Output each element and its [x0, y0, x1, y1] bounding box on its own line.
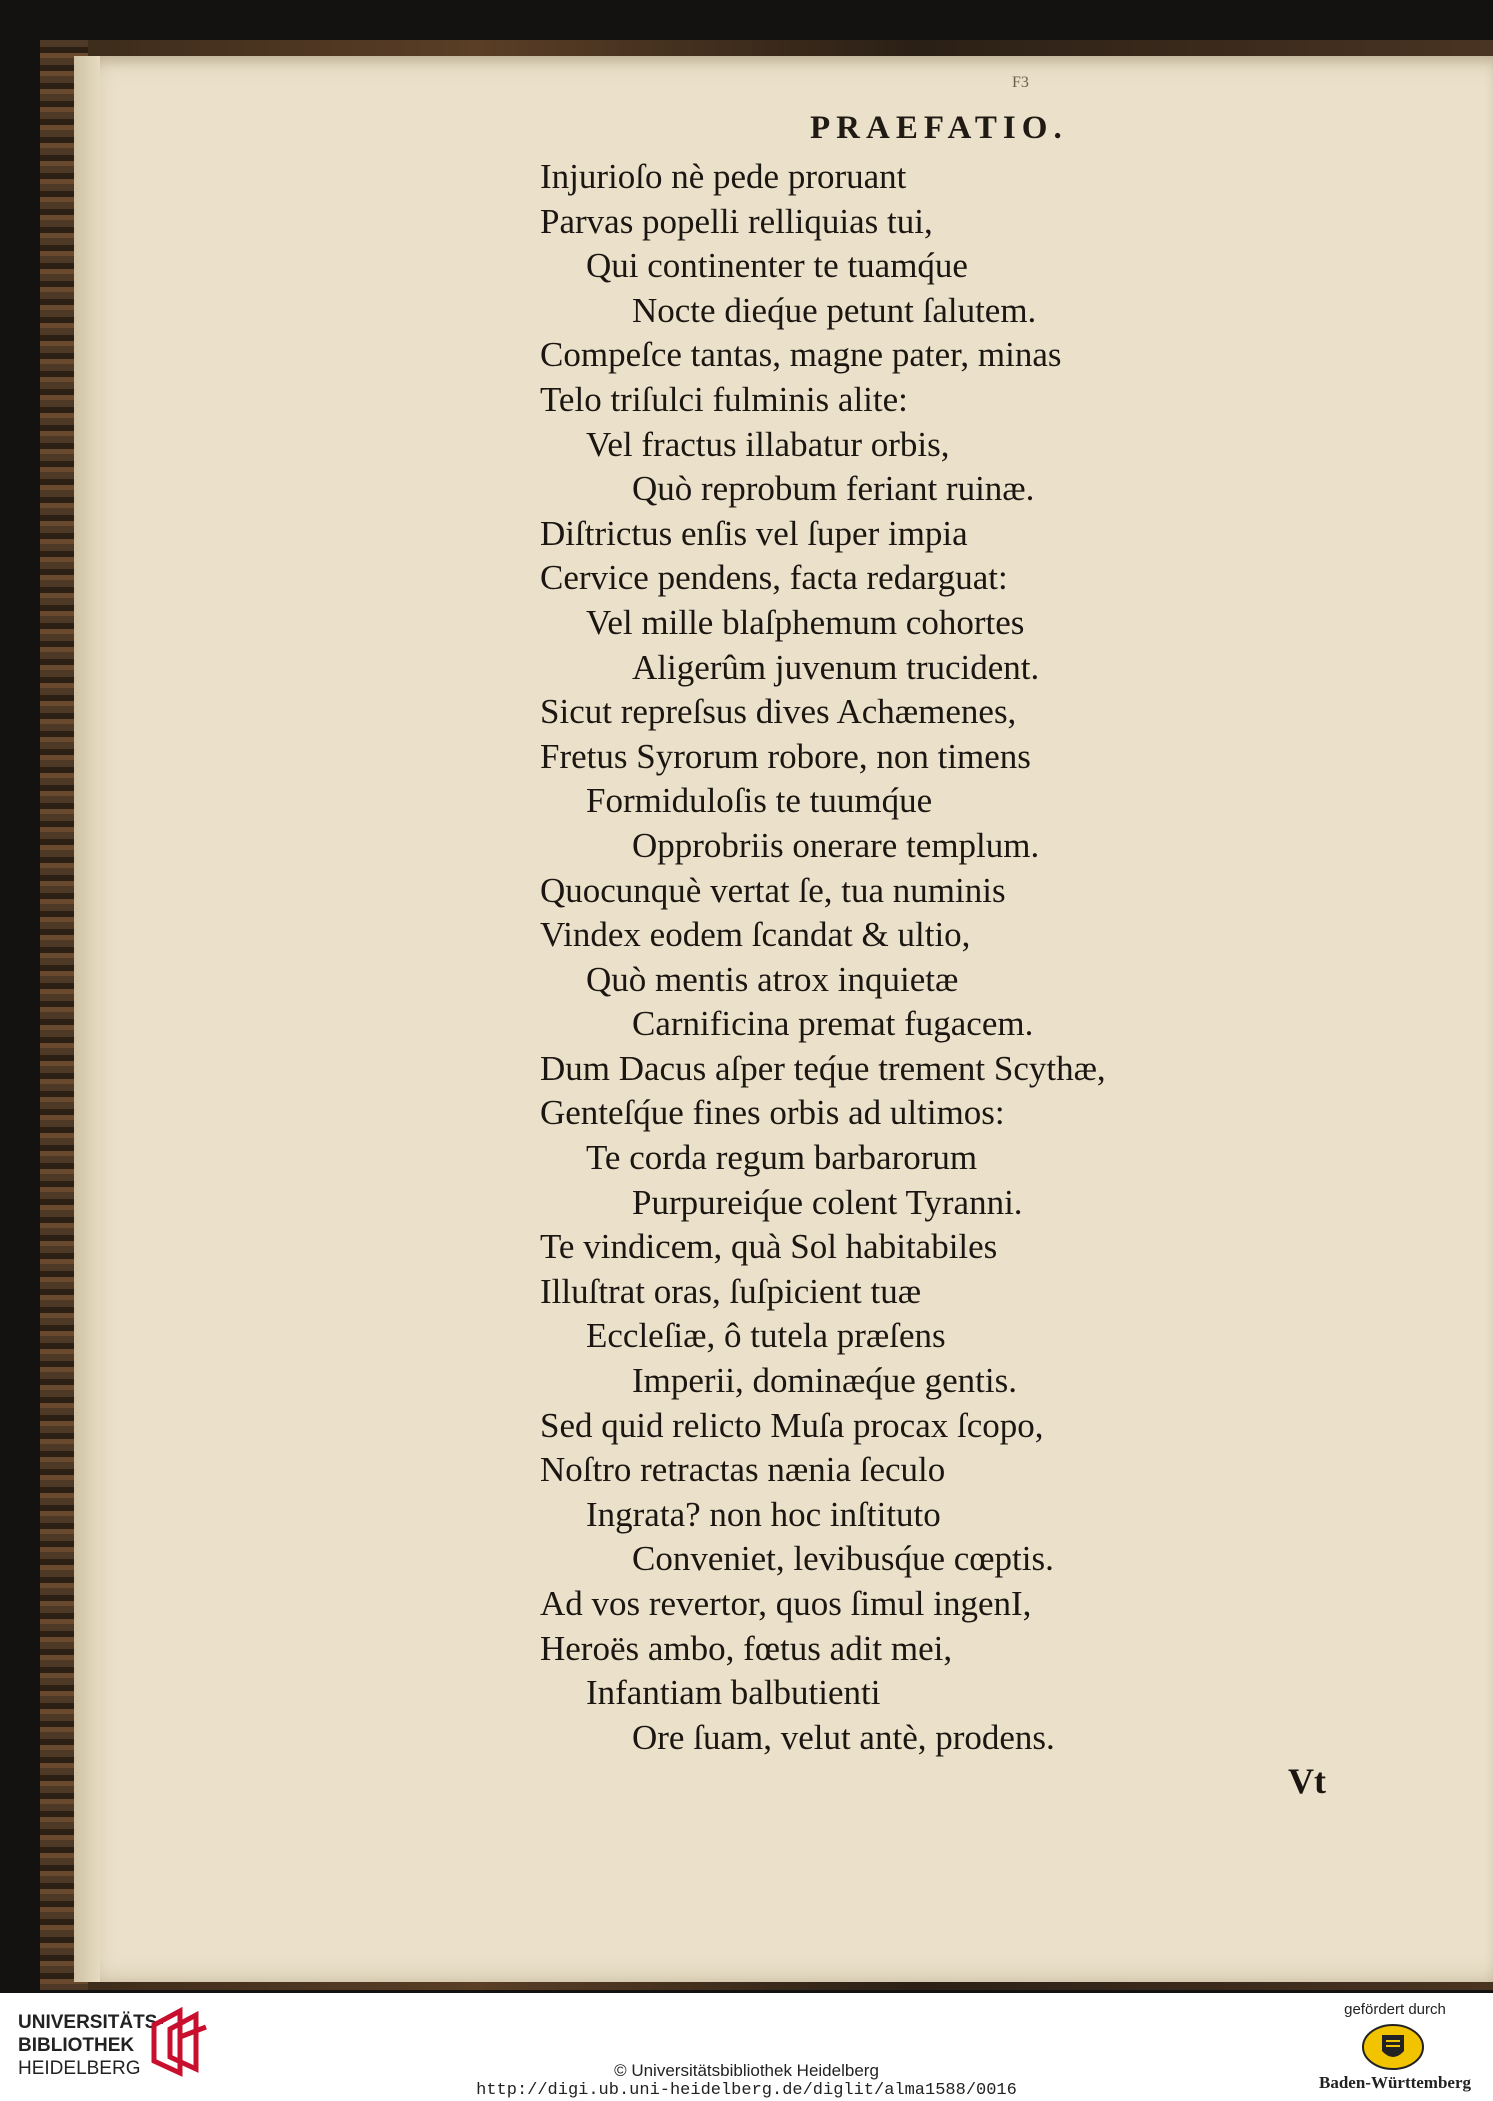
poem-line: Te corda regum barbarorum: [586, 1138, 978, 1178]
poem-line: Vindex eodem ſcandat & ultio,: [540, 915, 971, 955]
poem-line: Infantiam balbutienti: [586, 1673, 881, 1713]
poem-line: Sicut repreſsus dives Achæmenes,: [540, 692, 1017, 732]
poem-line: Noſtro retractas nænia ſeculo: [540, 1450, 946, 1490]
library-name-line-1: UNIVERSITÄTS-: [18, 2012, 164, 2033]
poem-line: Sed quid relicto Muſa procax ſcopo,: [540, 1405, 1044, 1445]
sponsor-name: Baden-Württemberg: [1318, 2073, 1472, 2092]
poem-line: Cervice pendens, facta redarguat:: [540, 558, 1008, 598]
page-gutter: [74, 56, 100, 1982]
poem-line: Ingrata? non hoc inſtituto: [586, 1494, 941, 1534]
poem-line: Diſtrictus enſis vel ſuper impia: [540, 513, 968, 553]
permalink-url[interactable]: http://digi.ub.uni-heidelberg.de/diglit/alma1588/0016: [476, 2081, 1017, 2100]
signature-mark: F3: [1012, 74, 1029, 91]
poem-line: Heroës ambo, fœtus adit mei,: [540, 1628, 953, 1668]
poem-line: Te vindicem, quà Sol habitabiles: [540, 1227, 998, 1267]
poem-line: Opprobriis onerare templum.: [632, 825, 1040, 865]
poem-line: Quò reprobum feriant ruinæ.: [632, 469, 1035, 509]
poem-line: Dum Dacus aſper teq́ue trement Scythæ,: [540, 1048, 1106, 1088]
poem-line: Genteſq́ue fines orbis ad ultimos:: [540, 1093, 1005, 1133]
poem-line: Conveniet, levibusq́ue cœptis.: [632, 1539, 1054, 1579]
poem-line: Injurioſo nè pede proruant: [540, 157, 907, 196]
poem-line: Aligerûm juvenum trucident.: [632, 647, 1040, 687]
poem-line: Parvas popelli relliquias tui,: [540, 201, 933, 241]
poem-line: Imperii, dominæq́ue gentis.: [632, 1361, 1017, 1401]
poem-line: Ore ſuam, velut antè, prodens.: [632, 1717, 1055, 1757]
poem-line: Carnificina premat fugacem.: [632, 1004, 1034, 1044]
library-name-line-2: BIBLIOTHEK: [18, 2035, 135, 2056]
poem-line: Quò mentis atrox inquietæ: [586, 959, 959, 999]
library-name-line-3: HEIDELBERG: [18, 2058, 141, 2079]
poem-line: Formiduloſis te tuumq́ue: [586, 781, 933, 821]
running-head: PRAEFATIO.: [810, 110, 1068, 146]
poem-line: Quocunquè vertat ſe, tua numinis: [540, 870, 1006, 910]
funded-by-label: gefördert durch: [1344, 2001, 1446, 2018]
poem-line: Nocte dieq́ue petunt ſalutem.: [632, 290, 1037, 330]
copyright-notice: © Universitätsbibliothek Heidelberg: [614, 2061, 879, 2080]
poem-line: Qui continenter te tuamq́ue: [586, 246, 968, 286]
poem-line: Illuſtrat oras, ſuſpicient tuæ: [540, 1271, 922, 1311]
poem-line: Compeſce tantas, magne pater, minas: [540, 335, 1062, 375]
poem-line: Purpureiq́ue colent Tyranni.: [632, 1182, 1023, 1222]
baden-wuerttemberg-crest-icon[interactable]: [1360, 2023, 1426, 2071]
poem-line: Telo triſulci fulminis alite:: [540, 379, 908, 419]
poem-text: [540, 155, 1106, 1760]
poem-line: Vel mille blaſphemum cohortes: [586, 602, 1025, 642]
poem-line: Fretus Syrorum robore, non timens: [540, 736, 1031, 776]
viewer-footer: [0, 1993, 1493, 2101]
poem-line: Eccleſiæ, ô tutela præſens: [586, 1316, 946, 1356]
poem-line: Vel fractus illabatur orbis,: [586, 424, 950, 464]
poem-line: Ad vos revertor, quos ſimul ingenI,: [540, 1584, 1032, 1623]
catchword: Vt: [1288, 1761, 1326, 1801]
